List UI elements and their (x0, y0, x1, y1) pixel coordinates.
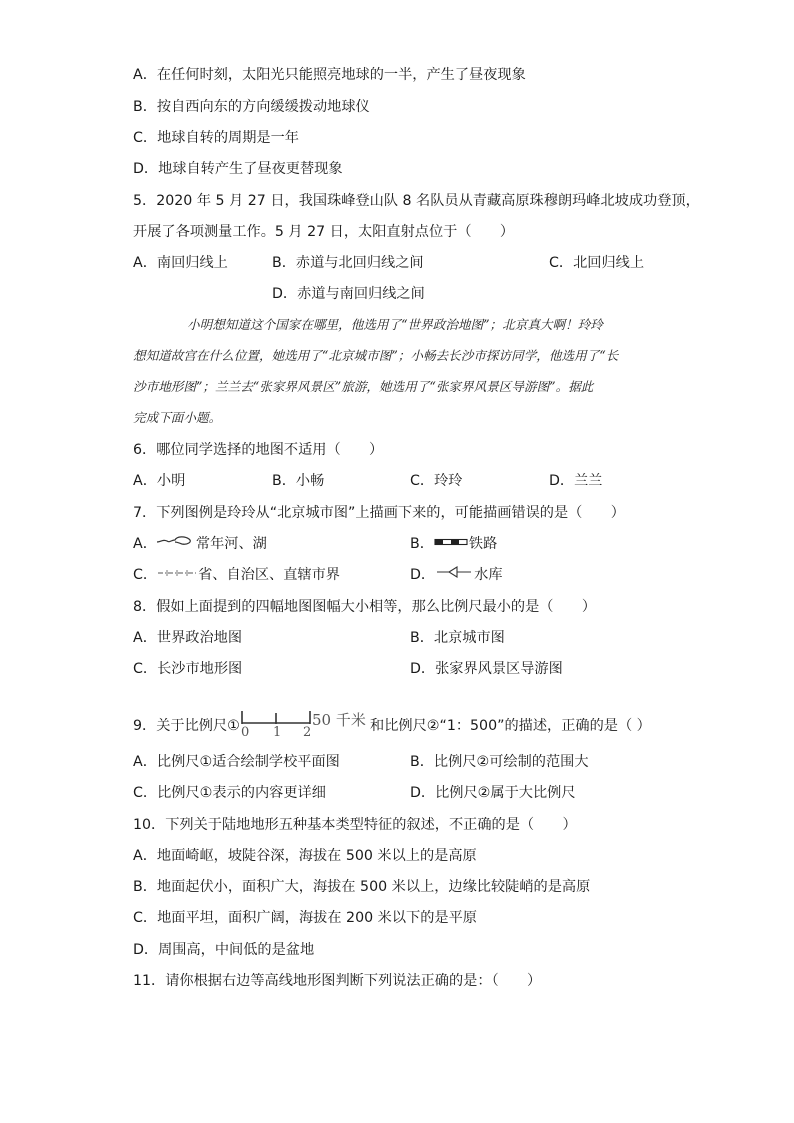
q6-stem: 6．哪位同学选择的地图不适用（ ） (133, 442, 384, 458)
q6-option-c: C．玲玲 (410, 473, 463, 489)
q7-stem: 7．下列图例是玲玲从“北京城市图”上描画下来的，可能描画错误的是（ ） (133, 505, 625, 521)
q8-option-d: D．张家界风景区导游图 (410, 661, 563, 677)
q6-option-d: D．兰兰 (549, 473, 603, 489)
passage-line-1: 小明想知道这个国家在哪里，他选用了“世界政治地图”；北京真大啊！玲玲 (187, 317, 603, 332)
q9-stem-prefix: 9．关于比例尺① (133, 718, 240, 734)
q7-option-a-label: 常年河、湖 (195, 536, 267, 552)
q7-option-d-label: 水库 (474, 567, 503, 583)
scale-tick-2: 2 (303, 725, 312, 740)
scale-tick-0: 0 (241, 725, 250, 740)
q7-option-c-letter: C． (133, 567, 158, 583)
scale-tick-1: 1 (273, 725, 282, 740)
q7-option-d-letter: D． (410, 567, 436, 583)
q7-option-c (133, 565, 340, 585)
q9-option-a: A．比例尺①适合绘制学校平面图 (133, 754, 340, 770)
q9-option-b: B．比例尺②可绘制的范围大 (410, 754, 589, 770)
q7-option-d (410, 565, 503, 585)
q10-option-c: C．地面平坦，面积广阔，海拔在 200 米以下的是平原 (133, 910, 477, 926)
q5-option-b: B．赤道与北回归线之间 (272, 255, 424, 271)
q4-option-b: B．按自西向东的方向缓缓拨动地球仪 (133, 99, 370, 115)
q10-option-b: B．地面起伏小，面积广大，海拔在 500 米以上，边缘比较陡峭的是高原 (133, 879, 591, 895)
q8-option-a: A．世界政治地图 (133, 630, 243, 646)
reservoir-icon (435, 565, 473, 585)
passage-line-4: 完成下面小题。 (133, 410, 222, 425)
province-boundary-icon (157, 565, 197, 585)
q7-option-b (410, 534, 497, 554)
q11-stem: 11．请你根据右边等高线地形图判断下列说法正确的是：（ ） (133, 973, 542, 989)
q4-option-a: A．在任何时刻，太阳光只能照亮地球的一半，产生了昼夜现象 (133, 67, 526, 83)
q8-stem: 8．假如上面提到的四幅地图图幅大小相等，那么比例尺最小的是（ ） (133, 599, 597, 615)
q7-option-b-label: 铁路 (468, 536, 498, 552)
q7-option-a-letter: A． (133, 536, 157, 552)
q5-stem-line-1: 5．2020 年 5 月 27 日，我国珠峰登山队 8 名队员从青藏高原珠穆朗玛峰北坡成功登顶， (133, 193, 700, 209)
q8-option-b: B．北京城市图 (410, 630, 505, 646)
q9-option-c: C．比例尺①表示的内容更详细 (133, 785, 326, 801)
passage-line-2: 想知道故宫在什么位置，她选用了“北京城市图”；小畅去长沙市探访同学，他选用了“长 (133, 348, 619, 363)
q7-option-b-letter: B． (410, 536, 434, 552)
q10-option-a: A．地面崎岖，坡陡谷深，海拔在 500 米以上的是高原 (133, 848, 477, 864)
q5-option-d: D．赤道与南回归线之间 (272, 286, 425, 302)
q7-option-a (133, 534, 267, 554)
scale-bar (241, 706, 369, 742)
railway-icon (434, 534, 468, 554)
scale-unit-label: 50 千米 (312, 711, 366, 729)
q8-option-c: C．长沙市地形图 (133, 661, 243, 677)
q5-option-c: C．北回归线上 (549, 255, 645, 271)
q5-stem-line-2: 开展了各项测量工作。5 月 27 日，太阳直射点位于（ ） (133, 224, 515, 240)
passage-line-3: 沙市地形图”；兰兰去“张家界风景区”旅游，她选用了“张家界风景区导游图”。据此 (133, 379, 594, 394)
q9-stem-suffix: 和比例尺②“1：500”的描述，正确的是（ ） (370, 718, 651, 734)
q4-option-d: D．地球自转产生了昼夜更替现象 (133, 161, 343, 177)
q4-option-c: C．地球自转的周期是一年 (133, 130, 299, 146)
q6-option-a: A．小明 (133, 473, 186, 489)
q6-option-b: B．小畅 (272, 473, 325, 489)
q7-option-c-label: 省、自治区、直辖市界 (198, 567, 340, 583)
river-lake-icon (157, 534, 195, 554)
q10-stem: 10．下列关于陆地地形五种基本类型特征的叙述，不正确的是（ ） (133, 817, 577, 833)
q9-option-d: D．比例尺②属于大比例尺 (410, 785, 576, 801)
q10-option-d: D．周围高，中间低的是盆地 (133, 942, 315, 958)
q5-option-a: A．南回归线上 (133, 255, 228, 271)
